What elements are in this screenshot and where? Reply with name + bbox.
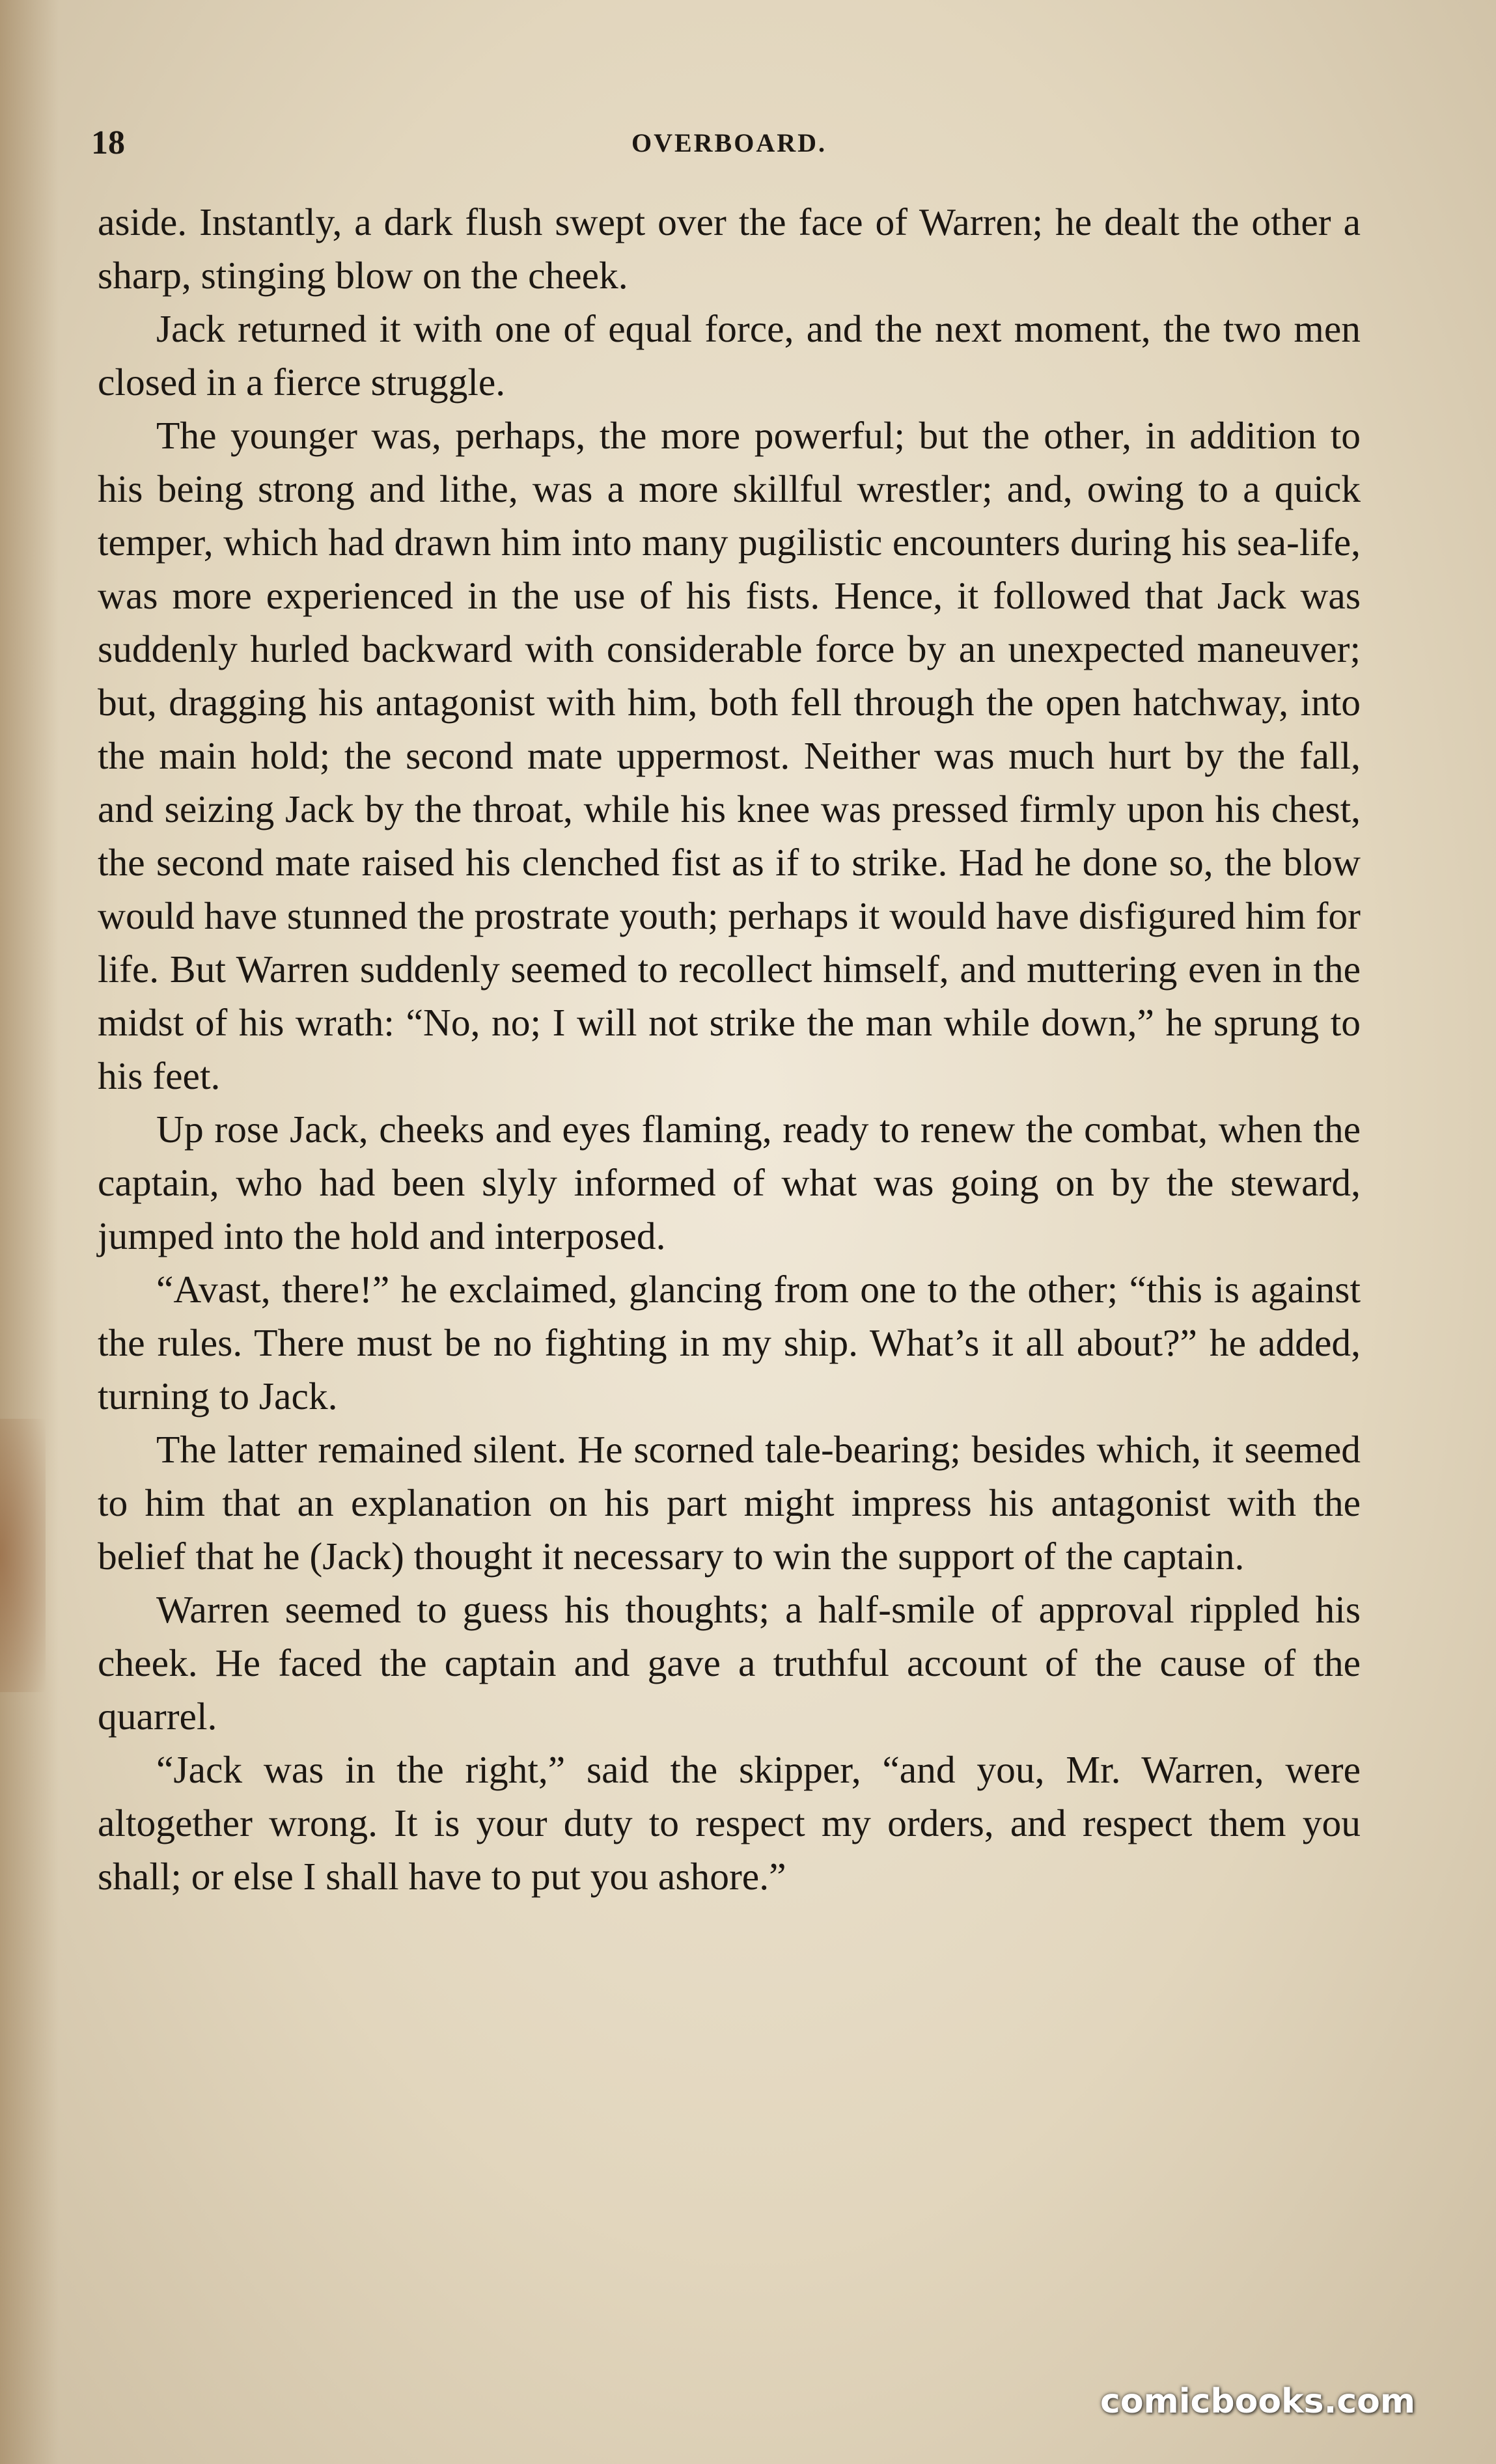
paragraph: The latter remained silent. He scorned tale-bearing; besides which, it seemed to him that an explanation on his part might impress his antagonist with the belief that he (Jack) thought it necessary to win the support of the captain.: [98, 1428, 1361, 1578]
watermark: comicbooks.com: [1100, 2382, 1416, 2421]
page-number: 18: [91, 124, 125, 161]
page-gutter-shadow: [0, 0, 59, 2464]
body-text: [98, 195, 1361, 1903]
paragraph: “Avast, there!” he exclaimed, glancing from one to the other; “this is against the rules. There must be no fighting in my ship. What’s it all about?” he added, turning to Jack.: [98, 1268, 1361, 1417]
paragraph: Warren seemed to guess his thoughts; a half-smile of approval rippled his cheek. He faced the captain and gave a truthful account of the cause of the quarrel.: [98, 1588, 1361, 1738]
paragraph: “Jack was in the right,” said the skipper, “and you, Mr. Warren, were altogether wrong. It is your duty to respect my orders, and respect them you shall; or else I shall have to put you ashore.”: [98, 1748, 1361, 1898]
page-stain: [0, 1419, 46, 1692]
paragraph: Up rose Jack, cheeks and eyes flaming, ready to renew the combat, when the captain, who had been slyly informed of what was going on by the steward, jumped into the hold and interposed.: [98, 1108, 1361, 1257]
paragraph: The younger was, perhaps, the more powerful; but the other, in addition to his being strong and lithe, was a more skillful wrestler; and, owing to a quick temper, which had drawn him into many pugilistic encounters during his sea-life, was more experienced in the use of his fists. Hence, it followed that Jack was suddenly hurled backward with considerable force by an unexpected maneuver; but, dragging his antagonist with him, both fell through the open hatchway, into the main hold; the second mate uppermost. Neither was much hurt by the fall, and seizing Jack by the throat, while his knee was pressed firmly upon his chest, the second mate raised his clenched fist as if to strike. Had he done so, the blow would have stunned the prostrate youth; perhaps it would have disfigured him for life. But Warren suddenly seemed to recollect himself, and muttering even in the midst of his wrath: “No, no; I will not strike the man while down,” he sprung to his feet.: [98, 414, 1361, 1097]
running-head: OVERBOARD.: [631, 128, 827, 157]
page-header: [91, 117, 1367, 169]
paragraph: Jack returned it with one of equal force, and the next moment, the two men closed in a fierce struggle.: [98, 307, 1361, 404]
paragraph: aside. Instantly, a dark flush swept over the face of Warren; he dealt the other a sharp, stinging blow on the cheek.: [98, 200, 1361, 297]
